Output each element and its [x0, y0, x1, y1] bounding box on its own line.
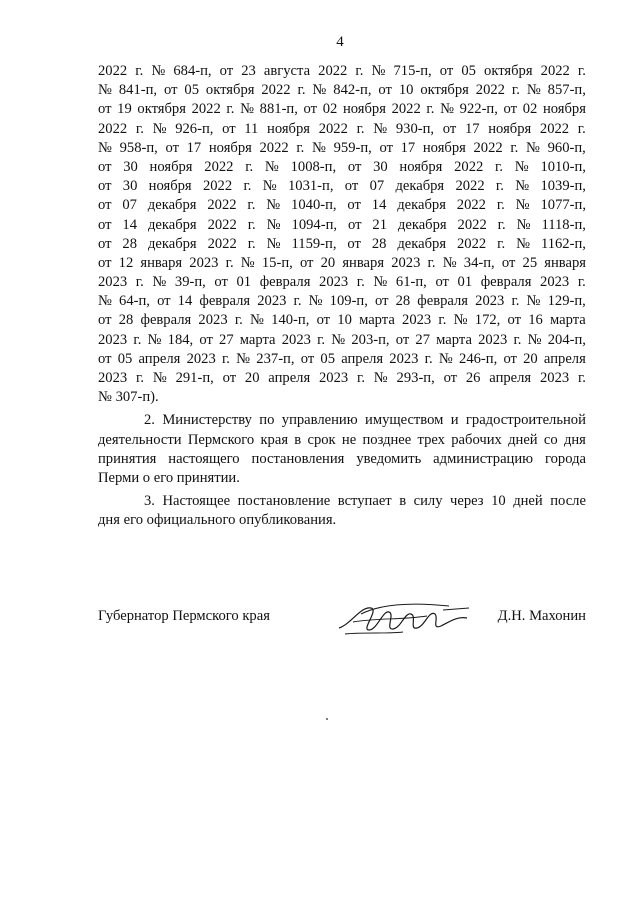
text-line: 2022 г. № 684-п, от 23 августа 2022 г. № 715-п, от 05 октября 2022 г.	[98, 63, 586, 79]
text-line: 2023 г. № 184, от 27 марта 2023 г. № 203-п, от 27 марта 2023 г. № 204-п,	[98, 331, 586, 348]
text-line: от 19 октября 2022 г. № 881-п, от 02 ноября 2022 г. № 922-п, от 02 ноября	[98, 101, 586, 118]
text-line: от 28 февраля 2023 г. № 140-п, от 10 марта 2023 г. № 172, от 16 марта	[98, 312, 586, 329]
handwritten-signature	[331, 596, 471, 640]
paragraph-1	[98, 62, 586, 407]
scan-dot	[326, 718, 328, 720]
text-line: от 30 ноября 2022 г. № 1031-п, от 07 декабря 2022 г. № 1039-п,	[98, 178, 586, 195]
text-line: № 958-п, от 17 ноября 2022 г. № 959-п, от 17 ноября 2022 г. № 960-п,	[98, 139, 586, 156]
text-line: 3. Настоящее постановление вступает в силу через 10 дней после	[144, 493, 586, 510]
text-line: 2023 г. № 39-п, от 01 февраля 2023 г. № 61-п, от 01 февраля 2023 г.	[98, 274, 586, 291]
text-line: от 05 апреля 2023 г. № 237-п, от 05 апреля 2023 г. № 246-п, от 20 апреля	[98, 350, 586, 367]
text-line: 2022 г. № 926-п, от 11 ноября 2022 г. № 930-п, от 17 ноября 2022 г.	[98, 120, 586, 137]
text-line: № 841-п, от 05 октября 2022 г. № 842-п, от 10 октября 2022 г. № 857-п,	[98, 82, 586, 99]
text-line: от 28 декабря 2022 г. № 1159-п, от 28 декабря 2022 г. № 1162-п,	[98, 235, 586, 252]
text-line: Перми о его принятии.	[98, 469, 240, 486]
text-line: деятельности Пермского края в срок не позднее трех рабочих дней со дня	[98, 431, 586, 448]
text-line: № 64-п, от 14 февраля 2023 г. № 109-п, от 28 февраля 2023 г. № 129-п,	[98, 293, 586, 310]
page-number: 4	[336, 34, 344, 50]
text-line: дня его официального опубликования.	[98, 512, 337, 529]
text-line: от 14 декабря 2022 г. № 1094-п, от 21 декабря 2022 г. № 1118-п,	[98, 216, 586, 233]
text-line: от 30 ноября 2022 г. № 1008-п, от 30 ноября 2022 г. № 1010-п,	[98, 158, 586, 175]
document-body	[98, 62, 586, 531]
signer-name: Д.Н. Махонин	[497, 608, 586, 624]
text-line: от 12 января 2023 г. № 15-п, от 20 января 2023 г. № 34-п, от 25 января	[98, 254, 586, 271]
text-line: 2. Министерству по управлению имуществом и градостроительной	[144, 412, 586, 429]
signer-title: Губернатор Пермского края	[98, 608, 270, 624]
text-line: принятия настоящего постановления уведомить администрацию города	[98, 450, 586, 467]
text-line: 2023 г. № 291-п, от 20 апреля 2023 г. № 293-п, от 26 апреля 2023 г.	[98, 370, 586, 386]
text-line: от 07 декабря 2022 г. № 1040-п, от 14 декабря 2022 г. № 1077-п,	[98, 197, 586, 214]
paragraph-2	[98, 411, 586, 488]
signature-block	[98, 596, 586, 646]
text-line: № 307-п).	[98, 389, 159, 406]
paragraph-3	[98, 492, 586, 530]
